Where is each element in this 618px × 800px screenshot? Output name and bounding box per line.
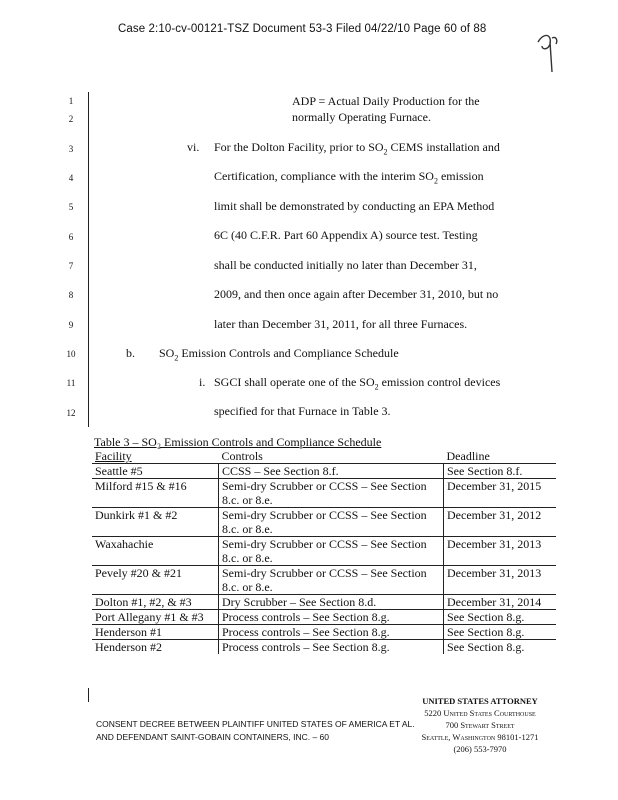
- deadline-cell: December 31, 2015: [444, 479, 557, 508]
- controls-cell: Process controls – See Section 8.g.: [219, 625, 444, 640]
- facility-cell: Milford #15 & #16: [92, 479, 219, 508]
- table-row: [92, 640, 556, 655]
- item-vi-line2: Certification, compliance with the interim $SO_2$ emission: [214, 169, 484, 186]
- item-i-marker: i.: [199, 375, 206, 389]
- controls-cell: Dry Scrubber – See Section 8.d.: [219, 595, 444, 610]
- item-vi-line4: 6C (40 C.F.R. Part 60 Appendix A) source test. Testing: [214, 228, 478, 242]
- section-b-heading: $SO_2$ Emission Controls and Compliance Schedule: [159, 346, 399, 363]
- line-number: 3: [68, 144, 74, 154]
- item-i-line1: SGCI shall operate one of the $SO_2$ emission control devices: [214, 375, 501, 392]
- attorney-address-block: [405, 695, 555, 755]
- facility-cell: Henderson #1: [92, 625, 219, 640]
- handwritten-initials: [530, 28, 560, 78]
- item-vi-line6: 2009, and then once again after December 31, 2010, but no: [214, 287, 499, 301]
- deadline-cell: December 31, 2012: [444, 508, 557, 537]
- item-vi-line5: shall be conducted initially no later than December 31,: [214, 258, 477, 272]
- footer-caption-line2: AND DEFENDANT SAINT-GOBAIN CONTAINERS, INC. – 60: [96, 732, 330, 742]
- facility-cell: Pevely #20 & #21: [92, 566, 219, 595]
- left-margin-rule: [88, 92, 89, 427]
- table-row: [92, 566, 556, 595]
- footer-caption: [96, 718, 415, 744]
- table-row: [92, 464, 556, 479]
- footer-margin-rule: [88, 688, 89, 702]
- table-row: [92, 610, 556, 625]
- phone-number: (206) 553-7970: [453, 744, 507, 754]
- line-number: 6: [68, 232, 74, 242]
- column-header: Facility: [92, 449, 219, 464]
- controls-cell: Process controls – See Section 8.g.: [219, 610, 444, 625]
- address-line: 5220 United States Courthouse: [424, 708, 536, 718]
- attorney-title: UNITED STATES ATTORNEY: [422, 696, 538, 706]
- line-number: 11: [66, 378, 76, 388]
- adp-definition-line1: ADP = Actual Daily Production for the: [292, 94, 480, 108]
- deadline-cell: December 31, 2013: [444, 566, 557, 595]
- item-i-line2: specified for that Furnace in Table 3.: [214, 404, 391, 418]
- adp-definition-line2: normally Operating Furnace.: [292, 110, 431, 124]
- line-number: 8: [68, 290, 74, 300]
- line-number: 2: [68, 114, 74, 124]
- controls-cell: CCSS – See Section 8.f.: [219, 464, 444, 479]
- item-vi-marker: vi.: [187, 140, 200, 154]
- table-header-row: [92, 449, 556, 464]
- line-number: 1: [68, 96, 74, 106]
- line-number: 9: [68, 320, 74, 330]
- address-line: 700 Stewart Street: [445, 720, 515, 730]
- footer-caption-line1: CONSENT DECREE BETWEEN PLAINTIFF UNITED STATES OF AMERICA ET AL.: [96, 719, 415, 729]
- facility-cell: Waxahachie: [92, 537, 219, 566]
- controls-cell: Semi-dry Scrubber or CCSS – See Section 8.c. or 8.e.: [219, 566, 444, 595]
- emission-controls-table: [92, 449, 556, 654]
- table-caption: Table 3 – SO₂ Emission Controls and Compliance Schedule: [94, 435, 382, 449]
- case-header: Case 2:10-cv-00121-TSZ Document 53-3 Filed 04/22/10 Page 60 of 88: [118, 23, 487, 35]
- line-number: 12: [66, 408, 76, 418]
- deadline-cell: See Section 8.g.: [444, 610, 557, 625]
- line-number: 5: [68, 202, 74, 212]
- section-b-marker: b.: [126, 346, 135, 360]
- table-row: [92, 479, 556, 508]
- column-header: Deadline: [444, 449, 557, 464]
- deadline-cell: See Section 8.f.: [444, 464, 557, 479]
- facility-cell: Dunkirk #1 & #2: [92, 508, 219, 537]
- table-row: [92, 595, 556, 610]
- table-row: [92, 508, 556, 537]
- line-number: 4: [68, 173, 74, 183]
- facility-cell: Dolton #1, #2, & #3: [92, 595, 219, 610]
- controls-cell: Process controls – See Section 8.g.: [219, 640, 444, 655]
- deadline-cell: See Section 8.g.: [444, 640, 557, 655]
- deadline-cell: December 31, 2013: [444, 537, 557, 566]
- line-number: 7: [68, 261, 74, 271]
- deadline-cell: See Section 8.g.: [444, 625, 557, 640]
- item-vi-line7: later than December 31, 2011, for all three Furnaces.: [214, 317, 468, 331]
- controls-cell: Semi-dry Scrubber or CCSS – See Section 8.c. or 8.e.: [219, 537, 444, 566]
- facility-cell: Port Allegany #1 & #3: [92, 610, 219, 625]
- controls-cell: Semi-dry Scrubber or CCSS – See Section 8.c. or 8.e.: [219, 508, 444, 537]
- controls-cell: Semi-dry Scrubber or CCSS – See Section 8.c. or 8.e.: [219, 479, 444, 508]
- column-header: Controls: [219, 449, 444, 464]
- facility-cell: Henderson #2: [95, 640, 162, 654]
- deadline-cell: December 31, 2014: [444, 595, 557, 610]
- address-line: Seattle, Washington 98101-1271: [421, 732, 539, 742]
- table-row: [92, 537, 556, 566]
- line-number: 10: [66, 349, 76, 359]
- item-vi-line1: For the Dolton Facility, prior to $SO_2$ CEMS installation and: [214, 140, 500, 157]
- table-row: [92, 625, 556, 640]
- item-vi-line3: limit shall be demonstrated by conducting an EPA Method: [214, 199, 495, 213]
- facility-cell: Seattle #5: [92, 464, 219, 479]
